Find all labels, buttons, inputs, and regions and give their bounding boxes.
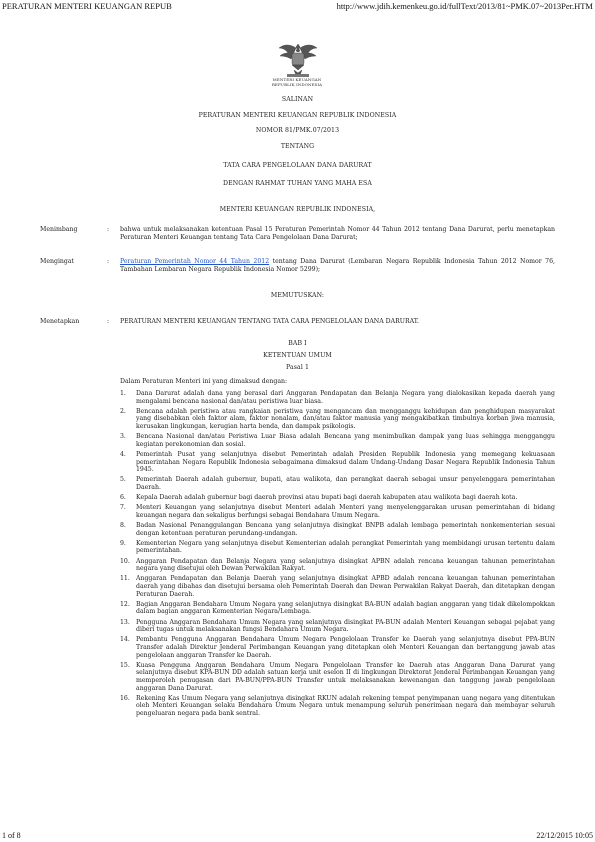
definition-text: Kuasa Pengguna Anggaran Bendahara Umum Negara Pengelolaan Transfer ke Daerah atas Anggaran Dana Darurat yang selanjutnya disebut KPA-BUN DD adalah satuan kerja unit eselon II di lingkungan Direktorat Jenderal Perimbangan Keuangan yang memperoleh penugasan dari PA-BUN/PPA-BUN Transfer untuk melaksanakan kewenangan dan tanggung jawab pengelolaan anggaran Dana Darurat.: [136, 661, 555, 692]
definition-number: 11.: [120, 575, 130, 583]
definition-item: [120, 575, 555, 598]
tentang-label: TENTANG: [280, 143, 315, 150]
emblem-caption: [247, 77, 347, 87]
definition-item: [120, 636, 555, 659]
print-timestamp: 22/12/2015 10:05: [536, 831, 593, 840]
menetapkan-label: Menetapkan: [40, 318, 80, 325]
menimbang-text: bahwa untuk melaksanakan ketentuan Pasal 15 Peraturan Pemerintah Nomor 44 Tahun 2012 tentang Dana Darurat, perlu menetapkan Peraturan Menteri Keuangan tentang Tata Cara Pengelolaan Dana Darurat;: [120, 226, 555, 241]
document-subject: TATA CARA PENGELOLAAN DANA DARURAT: [223, 162, 372, 169]
pasal-heading: Pasal 1: [285, 364, 310, 371]
definition-text: Menteri Keuangan yang selanjutnya disebut Menteri adalah Menteri yang menyelenggarakan urusan pemerintahan di bidang keuangan negara dan sekaligus berfungsi sebagai Bendahara Umum Negara.: [136, 504, 555, 519]
definition-number: 7.: [120, 504, 126, 512]
definition-item: [120, 558, 555, 573]
menetapkan-colon: :: [107, 318, 110, 325]
header-title: PERATURAN MENTERI KEUANGAN REPUB: [2, 1, 172, 11]
definition-item: [120, 476, 555, 491]
definition-item: [120, 504, 555, 519]
definition-item: [120, 619, 555, 634]
menimbang-label: Menimbang: [40, 226, 78, 233]
definition-item: [120, 601, 555, 616]
definition-text: Anggaran Pendapatan dan Belanja Negara yang selanjutnya disingkat APBN adalah rencana keuangan tahunan pemerintahan negara yang disetujui oleh Dewan Perwakilan Rakyat.: [136, 557, 555, 573]
definition-number: 12.: [120, 600, 130, 608]
definition-text: Pengguna Anggaran Bendahara Umum Negara yang selanjutnya disingkat PA-BUN adalah Menteri Keuangan sebagai pejabat yang diberi tugas untuk melaksanakan fungsi Bendahara Umum Negara.: [136, 618, 555, 634]
mengingat-rest: tentang Dana Darurat (Lembaran Negara Republik Indonesia Tahun 2012 Nomor 76, Tambahan Lembaran Negara Republik Indonesia Nomor 5299);: [120, 258, 555, 273]
page-counter: 1 of 8: [2, 831, 21, 840]
bab-title: KETENTUAN UMUM: [263, 352, 332, 359]
definition-item: [120, 451, 555, 474]
print-header: [0, 1, 595, 13]
bab-heading: BAB I: [288, 340, 307, 347]
definitions-intro: Dalam Peraturan Menteri ini yang dimaksud dengan:: [120, 378, 288, 385]
definition-number: 15.: [120, 661, 130, 669]
print-footer: [0, 828, 595, 840]
definition-number: 3.: [120, 433, 126, 441]
document-number: NOMOR 81/PMK.07/2013: [255, 127, 340, 134]
definition-text: Bagian Anggaran Bendahara Umum Negara yang selanjutnya disingkat BA-BUN adalah bagian anggaran yang tidak dikelompokkan dalam bagian anggaran Kementerian Negara/Lembaga.: [136, 600, 555, 616]
header-url: http://www.jdih.kemenkeu.go.id/fullText/2013/81~PMK.07~2013Per.HTM: [336, 1, 593, 11]
menteri-line: MENTERI KEUANGAN REPUBLIK INDONESIA,: [219, 206, 376, 213]
pp-44-2012-link[interactable]: Peraturan Pemerintah Nomor 44 Tahun 2012: [120, 258, 270, 265]
definition-number: 4.: [120, 450, 126, 458]
definition-number: 9.: [120, 539, 126, 547]
memutuskan-label: MEMUTUSKAN:: [270, 292, 325, 299]
definition-text: Kementerian Negara yang selanjutnya disebut Kementerian adalah perangkat Pemerintah yang membidangi urusan tertentu dalam pemerintahan.: [136, 539, 555, 555]
definition-text: Bencana adalah peristiwa atau rangkaian peristiwa yang mengancam dan mengganggu kehidupan dan penghidupan masyarakat yang disebabkan oleh faktor alam, faktor nonalam, dan/atau faktor manusia yang mengakibatkan timbulnya korban jiwa manusia, kerusakan lingkungan, kerugian harta benda, dan dampak psikologis.: [136, 407, 555, 430]
definition-number: 5.: [120, 476, 126, 484]
definitions-list: [120, 390, 555, 720]
menimbang-colon: :: [107, 226, 110, 233]
definition-number: 14.: [120, 636, 130, 644]
definition-item: [120, 494, 555, 502]
definition-item: [120, 662, 555, 692]
garuda-emblem-icon: [276, 38, 320, 78]
definition-text: Pembantu Pengguna Anggaran Bendahara Umum Negara Pengelolaan Transfer ke Daerah yang selanjutnya disebut PPA-BUN Transfer adalah Direktur Jenderal Perimbangan Keuangan yang ditetapkan oleh Menteri Keuangan dan bertanggung jawab atas pengelolaan anggaran Transfer ke Daerah.: [136, 636, 555, 659]
definition-number: 1.: [120, 390, 126, 397]
definition-item: [120, 408, 555, 431]
definition-text: Pemerintah Pusat yang selanjutnya disebut Pemerintah adalah Presiden Republik Indonesia yang memegang kekuasaan pemerintahan Negara Republik Indonesia sebagaimana dimaksud dalam Undang-Undang Dasar Negara Republik Indonesia Tahun 1945.: [136, 450, 555, 474]
mengingat-colon: :: [107, 258, 110, 265]
definition-number: 8.: [120, 522, 126, 530]
mengingat-label: Mengingat: [40, 258, 75, 265]
rahmat-line: DENGAN RAHMAT TUHAN YANG MAHA ESA: [223, 180, 372, 187]
definition-number: 16.: [120, 694, 130, 702]
definition-text: Dana Darurat adalah dana yang berasal dari Anggaran Pendapatan dan Belanja Negara yang dialokasikan kepada daerah yang mengalami bencana nasional dan/atau peristiwa luar biasa.: [136, 390, 555, 405]
definition-number: 10.: [120, 557, 130, 565]
definition-number: 2.: [120, 407, 126, 415]
document-title: PERATURAN MENTERI KEUANGAN REPUBLIK INDONESIA: [198, 112, 397, 119]
definition-text: Badan Nasional Penanggulangan Bencana yang selanjutnya disingkat BNPB adalah lembaga pemerintah nonkementerian sesuai dengan ketentuan peraturan perundang-undangan.: [136, 522, 555, 537]
definition-text: Kepala Daerah adalah gubernur bagi daerah provinsi atau bupati bagi daerah kabupaten atau walikota bagi daerah kota.: [136, 494, 518, 502]
emblem-caption-line1: MENTERI KEUANGAN: [272, 77, 322, 82]
definition-text: Rekening Kas Umum Negara yang selanjutnya disingkat RKUN adalah rekening tempat penyimpanan uang negara yang ditentukan oleh Menteri Keuangan selaku Bendahara Umum Negara untuk menampung seluruh penerimaan negara dan membayar seluruh pengeluaran negara pada bank sentral.: [136, 694, 555, 717]
definition-number: 6.: [120, 494, 126, 502]
emblem-caption-line2: REPUBLIK INDONESIA: [271, 82, 323, 87]
mengingat-text: [120, 258, 555, 274]
definition-number: 13.: [120, 618, 130, 626]
menetapkan-text: PERATURAN MENTERI KEUANGAN TENTANG TATA CARA PENGELOLAAN DANA DARURAT.: [120, 318, 419, 325]
definition-item: [120, 540, 555, 555]
definition-text: Anggaran Pendapatan dan Belanja Daerah yang selanjutnya disingkat APBD adalah rencana keuangan tahunan pemerintahan daerah yang dibahas dan disetujui bersama oleh Pemerintah Daerah dan Dewan Perwakilan Rakyat Daerah, dan ditetapkan dengan Peraturan Daerah.: [136, 575, 555, 598]
definition-item: [120, 522, 555, 537]
definition-item: [120, 695, 555, 718]
definition-text: Bencana Nasional dan/atau Peristiwa Luar Biasa adalah Bencana yang menimbulkan dampak yang luas sehingga mengganggu kegiatan perekonomian dan sosial.: [136, 433, 555, 448]
definition-item: [120, 390, 555, 405]
definition-item: [120, 433, 555, 448]
definition-text: Pemerintah Daerah adalah gubernur, bupati, atau walikota, dan perangkat daerah sebagai unsur penyelenggara pemerintahan Daerah.: [136, 476, 555, 491]
salinan-label: SALINAN: [281, 96, 314, 103]
